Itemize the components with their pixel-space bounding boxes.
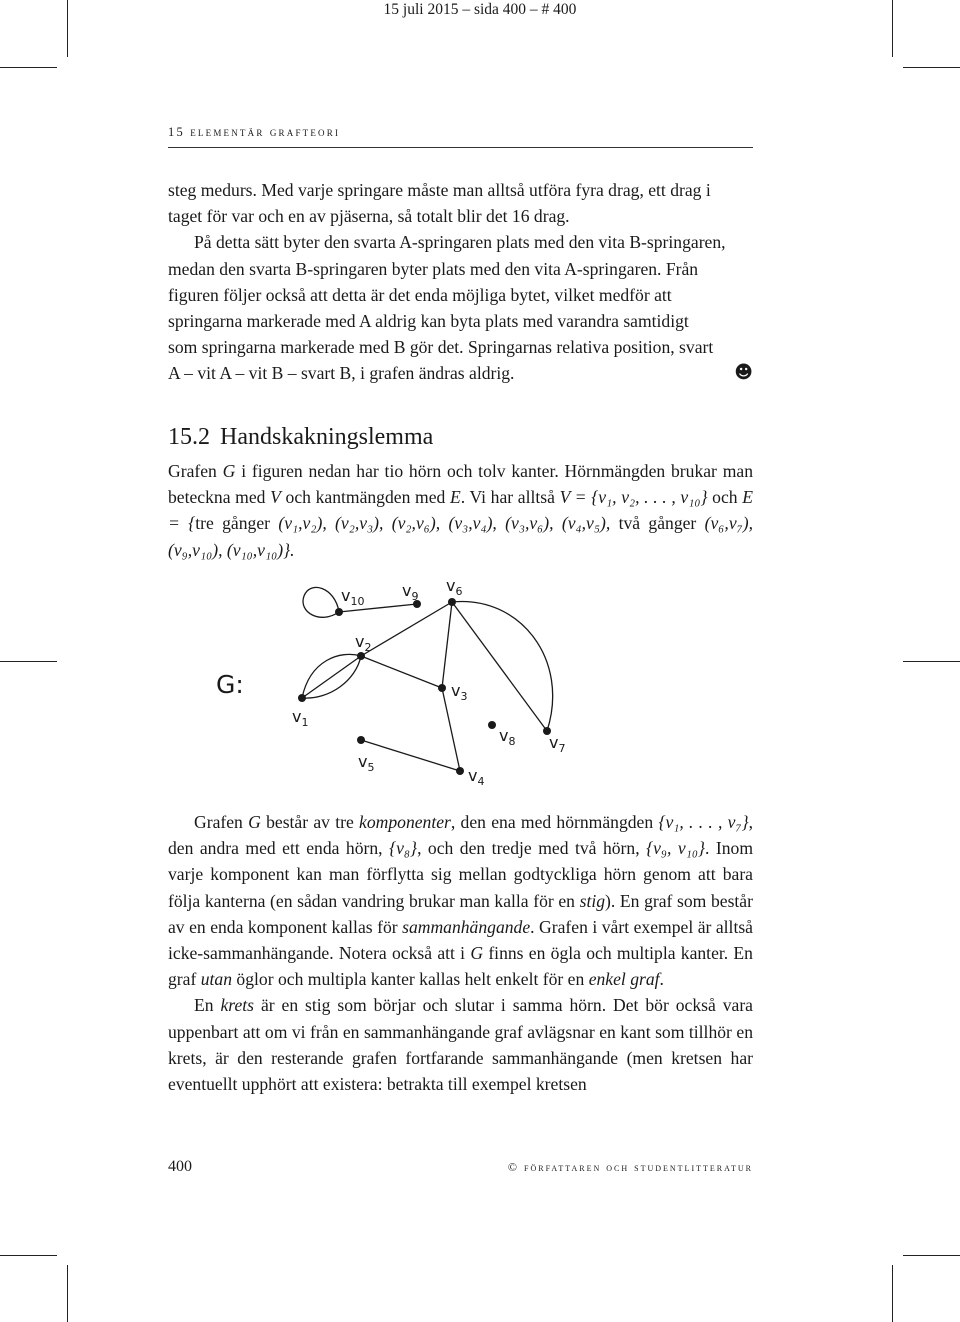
vertex-v5 [357, 736, 365, 744]
math-symbol: E [449, 487, 461, 508]
vertex-label-v4: $v_4$ [468, 766, 485, 788]
text: två gånger [618, 513, 697, 534]
text-line: som springarna markerade med B gör det. Springarnas relativa position, svart [168, 337, 714, 358]
text: ). En graf som består av en enda komponent kallas för [168, 890, 753, 937]
vertex-label-v5: $v_5$ [358, 752, 375, 774]
section-title: Handskakningslemma [220, 424, 434, 450]
text-line: figuren följer också att detta är det enda möjliga bytet, vilket medför att [168, 284, 672, 305]
running-head: 15 elementär grafteori [168, 125, 341, 139]
vertex-v1 [298, 694, 306, 702]
vertex-set: {v₉, v₁₀} [646, 838, 705, 859]
vertex-label-v1: $v_1$ [292, 707, 309, 729]
text-line: steg medurs. Med varje springare måste man alltså utföra fyra drag, ett drag i [168, 180, 711, 200]
edge-v2-v3 [361, 656, 442, 688]
vertex-set: {v₁, . . . , v₇} [658, 812, 749, 832]
edge-v2-v6 [361, 602, 452, 656]
vertex-label-v7: $v_7$ [549, 733, 566, 755]
text: är en stig som börjar och slutar i samma hörn. Det bör också vara uppenbart att om vi från en sammanhängande graf avlägsnar en kant som tillhör en krets, är den resterande grafen fortfarande sammanhängande (men kretsen har eventuellt upphört att existera: betrakta till exempel kretsen [168, 995, 753, 1095]
text: i figuren nedan har tio hörn och tolv kanter. Hörnmängden brukar man beteckna med [168, 461, 754, 508]
components-text [168, 809, 753, 992]
text: , den ena med hörnmängden [450, 812, 654, 832]
section-number: 15.2 [168, 424, 210, 450]
math-symbol: V [270, 487, 281, 508]
vertex-label-v3: $v_3$ [451, 681, 468, 703]
text: , och den tredje med två hörn, [417, 838, 640, 859]
text: . Grafen i vårt exempel är alltså icke-sammanhängande. Notera också att i [168, 916, 753, 964]
edge-set-open: E = { [168, 487, 753, 534]
qed-smiley-icon: ☻ [734, 362, 753, 384]
text: En [194, 995, 214, 1016]
vertex-label-v8: $v_8$ [499, 726, 516, 748]
emphasis: krets [220, 995, 255, 1016]
edge-v3-v4 [442, 688, 460, 771]
text: tre gånger [195, 513, 271, 534]
vertex-set: V = {v₁, v₂, . . . , v₁₀} [559, 487, 708, 508]
text-line: taget för var och en av pjäserna, så totalt blir det 16 drag. [168, 206, 570, 227]
text: Grafen [194, 812, 243, 832]
vertex-label-v2: $v_2$ [355, 632, 372, 654]
edge-list: (v₆,v₇), (v₉,v₁₀), (v₁₀,v₁₀)}. [168, 513, 754, 560]
graph-label: G: [216, 670, 244, 699]
math-symbol: G [470, 943, 484, 964]
text: , den andra med ett enda hörn, [168, 812, 754, 859]
vertex-v3 [438, 684, 446, 692]
text-line: springarna markerade med A aldrig kan byta plats med varandra samtidigt [168, 311, 689, 332]
text: och kantmängden med [285, 487, 446, 508]
text: finns en ögla och multipla kanter. En graf [168, 943, 753, 990]
copyright-line: © författaren och studentlitteratur [507, 1160, 753, 1174]
text-line: På detta sätt byter den svarta A-springaren plats med den vita B-springaren, [194, 232, 726, 253]
edge-v4-v5 [361, 740, 460, 771]
text: Grafen [168, 461, 217, 481]
vertex-label-v10: $v_{10}$ [341, 586, 365, 608]
text-line: medan den svarta B-springaren byter plats med den vita A-springaren. Från [168, 258, 699, 279]
vertex-label-v9: $v_9$ [402, 581, 419, 603]
vertex-v6 [448, 598, 456, 606]
vertex-label-v6: $v_6$ [446, 576, 463, 598]
text: öglor och multipla kanter kallas helt enkelt för en [236, 969, 585, 990]
text: . [659, 969, 664, 990]
math-symbol: G [248, 812, 261, 832]
cycle-text [168, 992, 753, 1097]
text: och [712, 487, 738, 508]
emphasis: komponenter [359, 812, 451, 832]
emphasis: stig [579, 890, 606, 911]
emphasis: utan [200, 969, 233, 990]
edge-v6-v7 [452, 601, 553, 731]
emphasis: sammanhängande [402, 916, 531, 937]
page-number: 400 [168, 1158, 192, 1175]
edge-loop-v10 [303, 587, 339, 617]
vertex-set: {v₈} [389, 838, 418, 859]
text: består av tre [266, 812, 354, 832]
math-symbol: G [222, 461, 236, 481]
vertex-v4 [456, 767, 464, 775]
vertex-v8 [488, 721, 496, 729]
line-text: A – vit A – vit B – svart B, i grafen ändras aldrig. [168, 363, 515, 384]
edge-v3-v6 [442, 602, 452, 688]
emphasis: enkel graf [588, 969, 660, 990]
vertex-v10 [335, 608, 343, 616]
text: . Vi har alltså [460, 487, 555, 508]
edge-list: (v₃,v₆), (v₄,v₅), [505, 513, 611, 534]
edge-v6-v7 [452, 602, 547, 731]
edge-list: (v₁,v₂), (v₂,v₃), (v₂,v₆), (v₃,v₄), [278, 513, 497, 534]
text: . Inom varje komponent kan man förflytta sig mellan godtyckliga hörn genom att bara följa kanterna (en sådan vandring brukar man kalla för en [168, 838, 754, 911]
print-slug: 15 juli 2015 – sida 400 – # 400 [383, 1, 577, 18]
paragraph-components [168, 809, 753, 1097]
